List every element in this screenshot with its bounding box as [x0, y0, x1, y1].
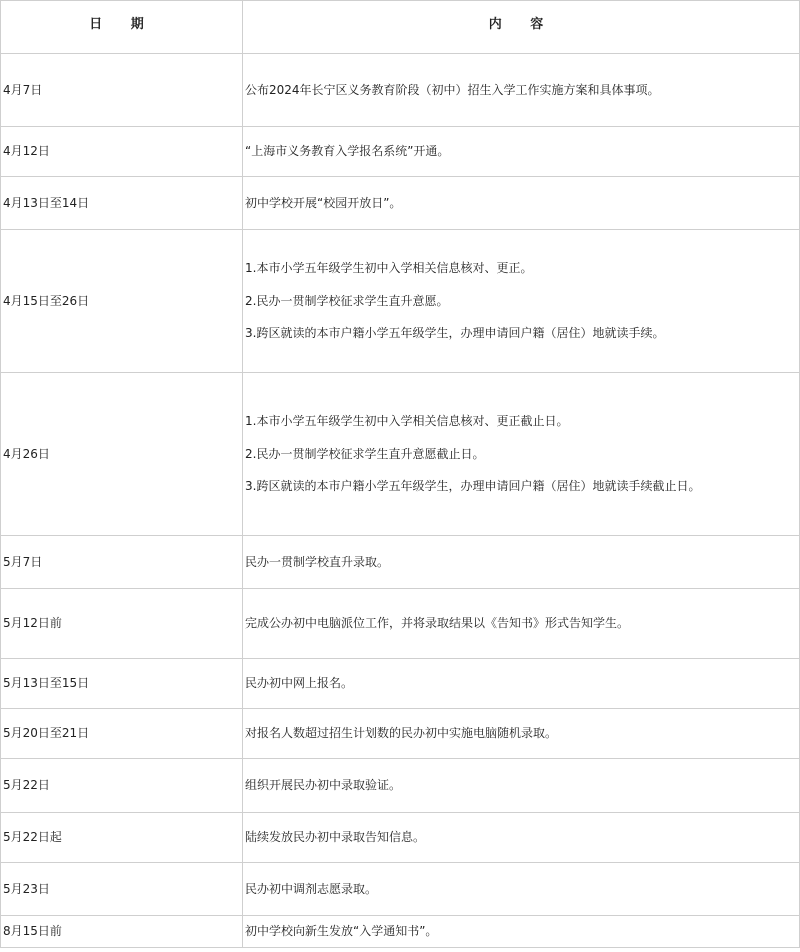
row-date: 5月22日	[1, 759, 243, 813]
row-content: 完成公办初中电脑派位工作，并将录取结果以《告知书》形式告知学生。	[243, 589, 800, 659]
row-content	[243, 230, 800, 373]
row-content: “上海市义务教育入学报名系统”开通。	[243, 127, 800, 177]
row-content: 初中学校向新生发放“入学通知书”。	[243, 916, 800, 948]
row-date: 5月7日	[1, 536, 243, 589]
row-date: 5月20日至21日	[1, 709, 243, 759]
row-content: 组织开展民办初中录取验证。	[243, 759, 800, 813]
row-date: 4月12日	[1, 127, 243, 177]
row-date: 4月13日至14日	[1, 177, 243, 230]
row-content: 初中学校开展“校园开放日”。	[243, 177, 800, 230]
row-content: 民办初中网上报名。	[243, 659, 800, 709]
table-row	[1, 589, 800, 659]
table-row	[1, 916, 800, 948]
content-line: 3.跨区就读的本市户籍小学五年级学生，办理申请回户籍（居住）地就读手续截止日。	[245, 479, 701, 494]
table-row	[1, 536, 800, 589]
row-content: 公布2024年长宁区义务教育阶段（初中）招生入学工作实施方案和具体事项。	[243, 54, 800, 127]
table-row	[1, 709, 800, 759]
table-row	[1, 54, 800, 127]
table-row	[1, 127, 800, 177]
table-header-row	[1, 1, 800, 54]
row-content	[243, 373, 800, 536]
header-content: 内 容	[243, 1, 800, 54]
table-row	[1, 759, 800, 813]
content-line: 2.民办一贯制学校征求学生直升意愿截止日。	[245, 446, 485, 461]
content-line: 1.本市小学五年级学生初中入学相关信息核对、更正。	[245, 261, 533, 276]
row-date: 5月22日起	[1, 813, 243, 863]
table-row	[1, 230, 800, 373]
content-line: 2.民办一贯制学校征求学生直升意愿。	[245, 293, 449, 308]
row-date: 4月7日	[1, 54, 243, 127]
header-date: 日 期	[1, 1, 243, 54]
table-row	[1, 863, 800, 916]
row-content: 陆续发放民办初中录取告知信息。	[243, 813, 800, 863]
content-line: 3.跨区就读的本市户籍小学五年级学生，办理申请回户籍（居住）地就读手续。	[245, 326, 665, 341]
row-date: 5月12日前	[1, 589, 243, 659]
row-date: 4月26日	[1, 373, 243, 536]
row-content: 民办初中调剂志愿录取。	[243, 863, 800, 916]
row-date: 4月15日至26日	[1, 230, 243, 373]
table-row	[1, 659, 800, 709]
row-content: 对报名人数超过招生计划数的民办初中实施电脑随机录取。	[243, 709, 800, 759]
table-row	[1, 177, 800, 230]
content-line: 1.本市小学五年级学生初中入学相关信息核对、更正截止日。	[245, 414, 569, 429]
row-date: 5月13日至15日	[1, 659, 243, 709]
row-date: 8月15日前	[1, 916, 243, 948]
table-row	[1, 373, 800, 536]
row-content: 民办一贯制学校直升录取。	[243, 536, 800, 589]
row-date: 5月23日	[1, 863, 243, 916]
table-row	[1, 813, 800, 863]
